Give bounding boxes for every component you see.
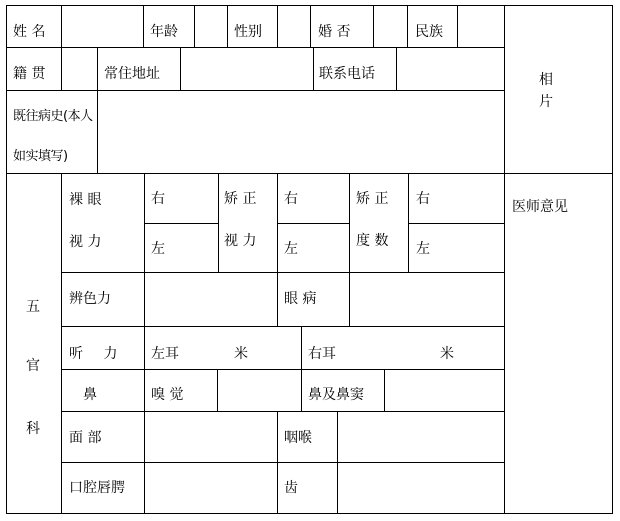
label-left-eye-3: 左 xyxy=(416,241,430,257)
rule xyxy=(396,47,397,91)
rule xyxy=(277,411,278,514)
label-history-2: 如实填写) xyxy=(13,149,68,164)
rule xyxy=(6,513,613,514)
label-doctor-opinion: 医师意见 xyxy=(512,199,568,215)
rule xyxy=(144,369,145,412)
label-phone: 联系电话 xyxy=(319,66,375,82)
label-left-ear: 左耳 xyxy=(151,346,179,362)
label-history-1: 既往病史(本人 xyxy=(13,109,93,124)
rule xyxy=(97,90,98,174)
label-right-ear-unit: 米 xyxy=(440,346,454,362)
rule xyxy=(144,223,218,224)
rule xyxy=(313,47,314,91)
section-char-1: 五 xyxy=(26,299,40,315)
label-hearing: 听 力 xyxy=(69,346,126,362)
label-eye-disease: 眼 病 xyxy=(284,291,317,307)
label-right-ear: 右耳 xyxy=(308,346,336,362)
label-naked-vision-1: 裸 眼 xyxy=(69,192,102,208)
rule xyxy=(6,90,504,91)
rule xyxy=(61,411,504,412)
section-char-3: 科 xyxy=(26,421,40,437)
rule xyxy=(612,5,613,514)
rule xyxy=(180,47,181,91)
label-address: 常住地址 xyxy=(104,66,160,82)
label-teeth: 齿 xyxy=(284,480,298,496)
label-color-vision: 辨色力 xyxy=(69,291,111,307)
rule xyxy=(504,5,505,514)
rule xyxy=(349,173,350,327)
rule xyxy=(408,173,409,273)
label-right-eye-2: 右 xyxy=(284,191,298,207)
rule xyxy=(61,47,62,91)
label-name: 姓 名 xyxy=(13,24,46,40)
label-corrected-degree-1: 矫 正 xyxy=(356,191,389,207)
rule xyxy=(310,5,311,48)
label-naked-vision-2: 视 力 xyxy=(69,234,102,250)
section-char-2: 官 xyxy=(26,358,40,374)
rule xyxy=(301,326,302,369)
rule xyxy=(373,5,374,48)
rule xyxy=(6,5,7,514)
label-left-ear-unit: 米 xyxy=(234,346,248,362)
label-nose: 鼻 xyxy=(83,387,97,403)
label-age: 年龄 xyxy=(150,24,178,40)
label-corrected-degree-2: 度 数 xyxy=(356,233,389,249)
rule xyxy=(61,272,504,273)
rule xyxy=(61,5,62,48)
rule xyxy=(218,173,219,273)
rule xyxy=(384,369,385,412)
rule xyxy=(61,173,62,514)
rule xyxy=(227,5,228,48)
photo-label-1: 相 xyxy=(539,72,553,88)
rule xyxy=(337,411,338,514)
rule xyxy=(61,326,504,327)
label-corrected-vision-1: 矫 正 xyxy=(224,191,257,207)
rule xyxy=(97,47,98,91)
label-face: 面 部 xyxy=(69,430,102,446)
rule xyxy=(61,369,504,370)
label-oral: 口腔唇腭 xyxy=(69,480,125,496)
label-marital: 婚 否 xyxy=(318,24,351,40)
rule xyxy=(144,326,145,369)
rule xyxy=(277,5,278,48)
label-sinus: 鼻及鼻窦 xyxy=(308,387,364,403)
label-native-place: 籍 贯 xyxy=(13,66,46,82)
label-right-eye-3: 右 xyxy=(416,191,430,207)
label-ethnicity: 民族 xyxy=(415,24,443,40)
rule xyxy=(61,462,504,463)
label-gender: 性别 xyxy=(234,24,262,40)
rule xyxy=(407,5,408,48)
rule xyxy=(217,369,218,412)
label-right-eye-1: 右 xyxy=(151,191,165,207)
rule xyxy=(457,5,458,48)
rule xyxy=(144,173,145,327)
rule xyxy=(277,223,349,224)
label-left-eye-1: 左 xyxy=(151,241,165,257)
label-corrected-vision-2: 视 力 xyxy=(224,233,257,249)
label-smell: 嗅 觉 xyxy=(151,387,184,403)
label-left-eye-2: 左 xyxy=(284,241,298,257)
rule xyxy=(277,173,278,327)
rule xyxy=(194,5,195,48)
rule xyxy=(301,369,302,412)
photo-label-2: 片 xyxy=(539,94,553,110)
label-throat: 咽喉 xyxy=(284,430,312,446)
rule xyxy=(6,47,504,48)
rule xyxy=(144,411,145,514)
rule xyxy=(408,223,504,224)
rule xyxy=(143,5,144,48)
